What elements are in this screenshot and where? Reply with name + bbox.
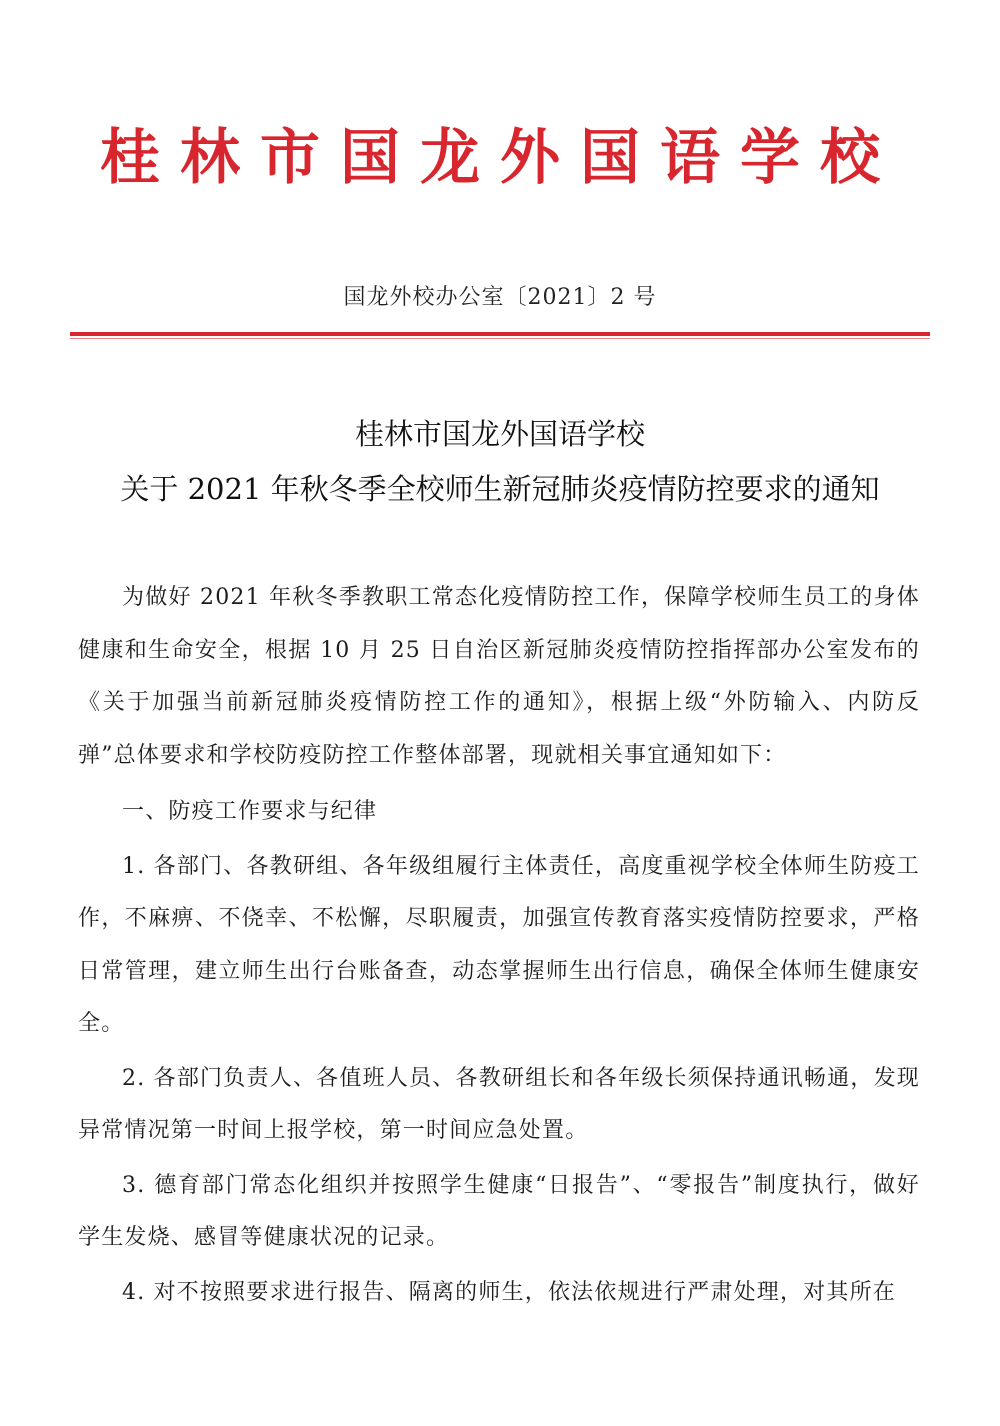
- list-item: 1. 各部门、各教研组、各年级组履行主体责任，高度重视学校全体师生防疫工作，不麻痹、不侥幸、不松懈，尽职履责，加强宣传教育落实疫情防控要求，严格日常管理，建立师生出行台账备查，动态掌握师生出行信息，确保全体师生健康安全。: [78, 853, 920, 1036]
- list-item: 4. 对不按照要求进行报告、隔离的师生，依法依规进行严肃处理，对其所在: [122, 1279, 896, 1305]
- red-divider-line: [70, 332, 930, 336]
- document-number: 国龙外校办公室〔2021〕2 号: [343, 285, 657, 310]
- intro-paragraph: 为做好 2021 年秋冬季教职工常态化疫情防控工作，保障学校师生员工的身体健康和生命安全，根据 10 月 25 日自治区新冠肺炎疫情防控指挥部办公室发布的《关于加强当前新冠肺炎疫情防控工作的通知》，根据上级“外防输入、内防反弹”总体要求和学校防疫防控工作整体部署，现就相关事宜通知如下：: [78, 585, 920, 768]
- school-masthead: 桂林市国龙外国语学校: [100, 123, 900, 193]
- list-item: 3. 德育部门常态化组织并按照学生健康“日报告”、“零报告”制度执行，做好学生发烧、感冒等健康状况的记录。: [78, 1172, 920, 1250]
- section-heading: 一、防疫工作要求与纪律: [122, 799, 378, 824]
- notice-title-line-2: 关于 2021 年秋冬季全校师生新冠肺炎疫情防控要求的通知: [120, 472, 880, 506]
- notice-title-line-1: 桂林市国龙外国语学校: [354, 417, 645, 451]
- notice-body: [78, 572, 920, 1319]
- list-item: 2. 各部门负责人、各值班人员、各教研组长和各年级长须保持通讯畅通，发现异常情况第一时间上报学校，第一时间应急处置。: [78, 1065, 920, 1143]
- red-divider-line-shadow: [70, 338, 930, 339]
